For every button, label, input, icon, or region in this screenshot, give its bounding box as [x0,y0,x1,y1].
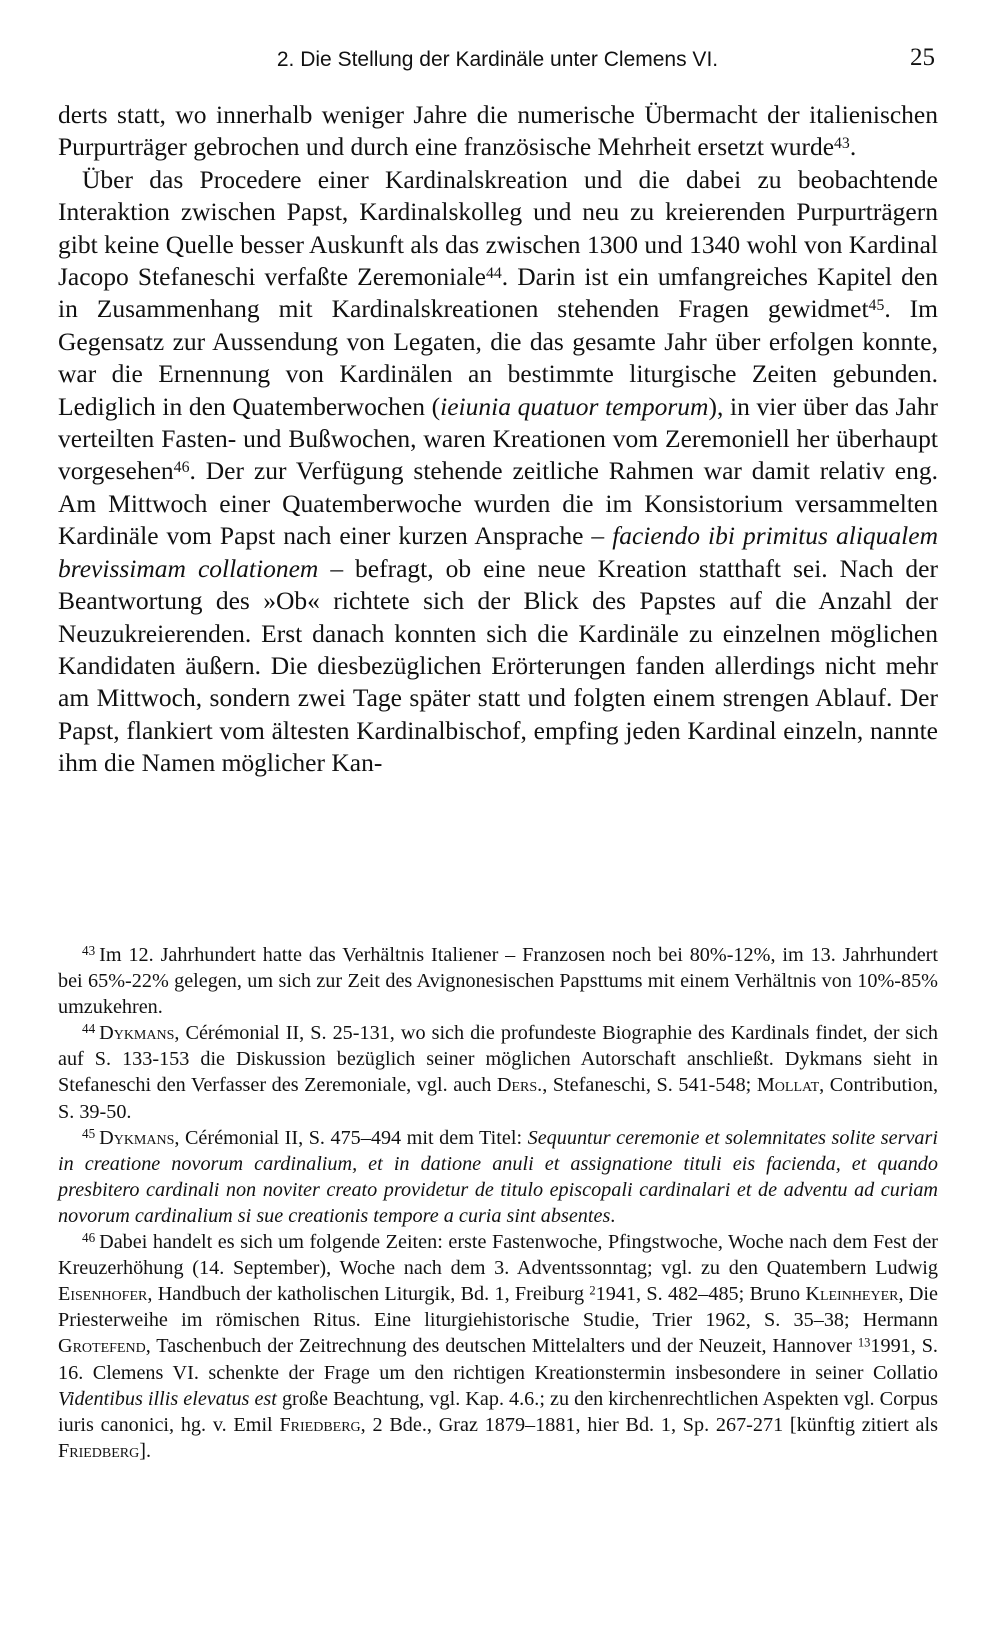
footnote-text: 1991, S. 16. Clemens VI. schenkte der Frage um den richtigen Kreationstermin insbesondere in seiner Collatio [58,1335,938,1384]
latin-title: Videntibus illis elevatus est [58,1387,277,1410]
latin-phrase: ieiunia quatuor temporum [440,391,709,421]
footnote-number: 43 [82,943,96,959]
text-run: ), in vier über das Jahr verteilten Fasten- und Bußwochen, waren Kreationen vom Zeremoniell her überhaupt vorgesehen [58,391,938,486]
paragraph-1 [58,99,938,164]
author-name: Dykmans [99,1126,175,1149]
text-run: – befragt, ob eine neue Kreation statthaft sei. Nach der Beantwortung des »Ob« richtete sich der Blick des Papstes auf die Anzahl der Neuzukreierenden. Erst danach konnten sich die Kardinäle zu einzelnen möglichen Kandidaten äußern. Die diesbezüglichen Erörterungen fanden allerdings nicht mehr am Mittwoch, sondern zwei Tage später statt und folgten einem strengen Ablauf. Der Papst, flankiert vom ältesten Kardinalbischof, empfing jeden Kardinal einzeln, nannte ihm die Namen möglicher Kan- [58,553,938,778]
text-run: . Der zur Verfügung stehende zeitliche Rahmen war damit relativ eng. Am Mittwoch einer Quatemberwoche wurden die im Konsistorium versammelten Kardinäle vom Papst nach einer kurzen Ansprache – [58,456,938,551]
footnote-46 [58,1229,938,1464]
footnote-text: , 2 Bde., Graz 1879–1881, hier Bd. 1, Sp. 267-271 [künftig zitiert als [360,1413,938,1436]
footnote-text: 1941, S. 482–485; Bruno [595,1283,806,1306]
author-name: Dykmans [99,1022,175,1045]
running-head [60,42,935,82]
footnote-ref-44: 44 [486,264,502,282]
latin-phrase: faciendo ibi primitus aliqualem brevissimam collationem [58,521,938,583]
footnote-ref-45: 45 [868,297,885,315]
latin-title: Sequuntur ceremonie et solemnitates solite servari in creatione novorum cardinalium, et in datione anuli et assignatione tituli eis facienda, et quando presbitero cardinali non noviter creato providetur de titulo episcopali cardinalari et de adventu ad curiam novorum cardinalium si sue creationis tempore a curia sint absentes [58,1126,938,1227]
paragraph-2 [58,164,938,780]
edition-number: 13 [857,1335,871,1350]
text-run: . Darin ist ein umfangreiches Kapitel den in Zusammenhang mit Kardinalskreationen stehenden Fragen gewidmet [58,262,939,324]
footnote-number: 44 [82,1021,96,1037]
footnote-ref-46: 46 [173,459,190,477]
footnotes [58,942,938,1464]
footnote-44 [58,1020,938,1124]
author-name: Grotefend [58,1335,146,1358]
footnote-text: , Die Priesterweihe im römischen Ritus. Eine liturgiehistorische Studie, Trier 1962, S. 35–38; Hermann [58,1283,938,1332]
footnote-ref-43: 43 [834,135,850,153]
footnote-text: ]. [139,1439,152,1462]
author-name: Kleinheyer [805,1283,899,1306]
text-run: Über das Procedere einer Kardinalskreation und die dabei zu beobachtende Interaktion zwischen Papst, Kardinalskolleg und neu zu kreierenden Purpurträgern gibt keine Quelle besser Auskunft als das zwischen 1300 und 1340 wohl von Kardinal Jacopo Stefaneschi verfaßte Zeremoniale [58,164,938,292]
text-run: . [849,132,857,162]
author-name: Mollat [756,1074,820,1097]
footnote-number: 46 [82,1230,96,1246]
text-run: derts statt, wo innerhalb weniger Jahre die numerische Übermacht der italienischen Purpurträger gebrochen und durch eine französische Mehrheit ersetzt wurde [58,100,938,162]
edition-number: 2 [589,1283,596,1298]
author-name: Ders. [496,1074,543,1097]
footnote-number: 45 [82,1125,96,1141]
author-name: Friedberg [58,1439,140,1462]
footnote-43 [58,942,938,1020]
footnote-text: . [610,1204,616,1227]
footnote-45 [58,1125,938,1229]
footnote-text: Im 12. Jahrhundert hatte das Verhältnis Italiener – Franzosen noch bei 80%-12%, im 13. Jahrhundert bei 65%-22% gelegen, um sich zur Zeit des Avignonesischen Papsttums mit einem Verhältnis von 10%-85% umzukehren. [58,944,938,1019]
author-name: Friedberg [279,1413,361,1436]
footnote-text: große Beachtung, vgl. Kap. 4.6.; zu den kirchenrechtlichen Aspekten vgl. Corpus iuris canonici, hg. v. Emil [58,1387,938,1436]
running-head-title: 2. Die Stellung der Kardinäle unter Clemens VI. [276,48,719,71]
main-text [58,99,938,780]
footnote-text: , Cérémonial II, S. 475–494 mit dem Titel: [174,1126,528,1149]
footnote-text: , Contribution, S. 39-50. [58,1074,938,1123]
footnote-text: , Cérémonial II, S. 25-131, wo sich die profundeste Biographie des Kardinals findet, der sich auf S. 133-153 die Diskussion bezüglich seiner möglichen Autorschaft anschließt. Dykmans sieht in Stefaneschi den Verfasser des Zeremoniale, vgl. auch [58,1022,938,1097]
footnote-text: , Stefaneschi, S. 541-548; [542,1074,757,1097]
footnote-text: Dabei handelt es sich um folgende Zeiten: erste Fastenwoche, Pfingstwoche, Woche nach dem Fest der Kreuzerhöhung (14. September), Woche nach dem 3. Adventssonntag; vgl. zu den Quatembern Ludwig [58,1231,938,1280]
page-number: 25 [910,44,935,71]
text-run: . Im Gegensatz zur Aussendung von Legaten, die das gesamte Jahr über erfolgen konnte, war die Ernennung von Kardinälen an bestimmte liturgische Zeiten gebunden. Lediglich in den Quatemberwochen ( [58,294,939,421]
footnote-text: , Taschenbuch der Zeitrechnung des deutschen Mittelalters und der Neuzeit, Hannover [145,1335,858,1358]
author-name: Eisenhofer [58,1283,148,1306]
footnote-text: , Handbuch der katholischen Liturgik, Bd. 1, Freiburg [147,1283,590,1306]
